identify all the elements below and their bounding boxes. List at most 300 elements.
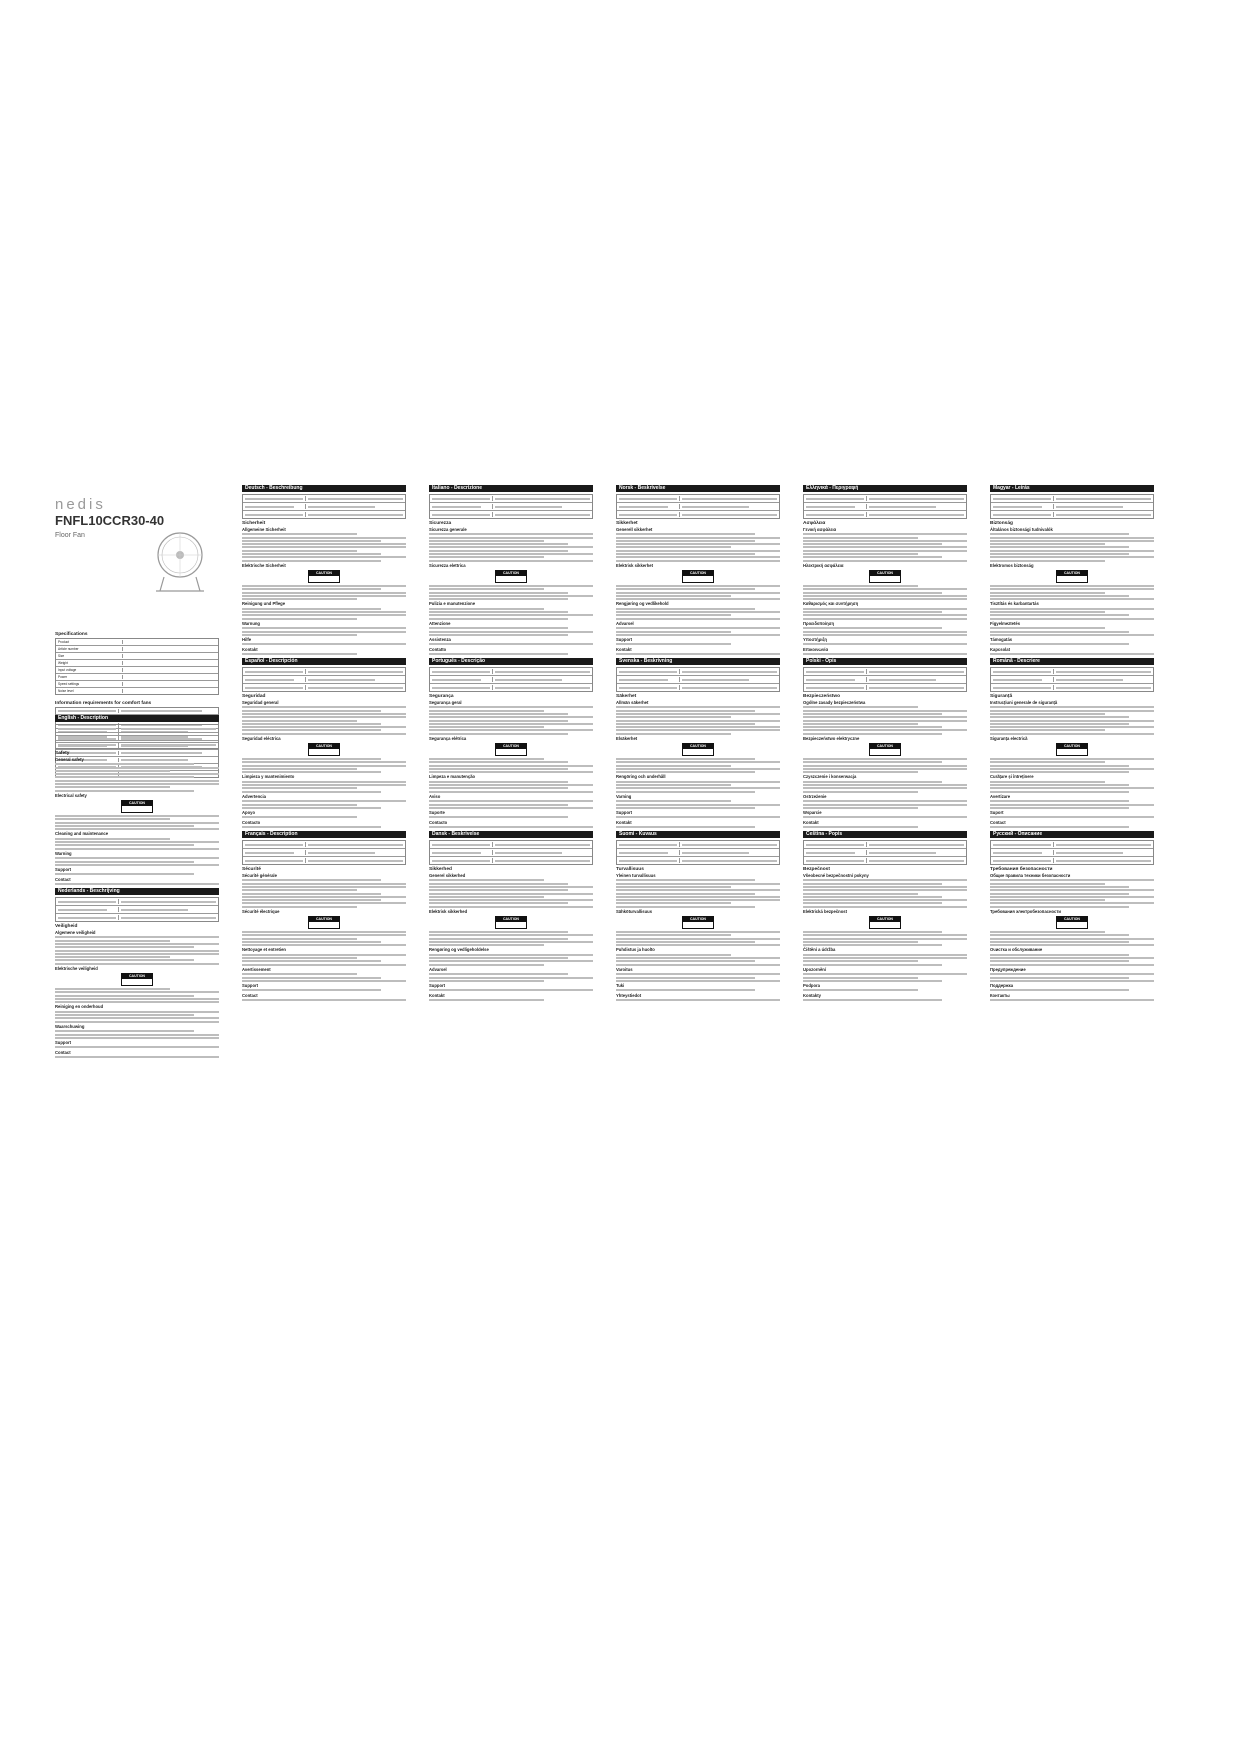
text-line: [242, 540, 381, 542]
text-line: [429, 771, 593, 773]
text-line: [616, 899, 780, 901]
text-line: [55, 956, 170, 958]
subsection-title: Safety: [55, 751, 70, 756]
subsection-title: Bezpieczeństwo: [803, 694, 841, 700]
table-row: [991, 668, 1153, 676]
text-line: [803, 906, 967, 908]
specifications-title: Specifications: [55, 632, 88, 637]
subsection-title: Reinigung und Pflege: [242, 601, 286, 607]
table-value: [1054, 850, 1153, 855]
caution-label: [495, 743, 527, 756]
text-line: [429, 729, 593, 731]
subsection-title: Varoitus: [616, 966, 633, 972]
table-row: [430, 857, 592, 864]
text-line: [429, 906, 593, 908]
text-line: [806, 860, 864, 862]
text-line: [429, 787, 568, 789]
text-line: [803, 643, 967, 645]
text-line: [55, 763, 194, 765]
text-line: [993, 860, 1051, 862]
text-line: [616, 588, 755, 590]
text-line: [803, 533, 967, 535]
caution-label: [1056, 570, 1088, 583]
text-line: [242, 608, 381, 610]
text-line: [429, 931, 568, 933]
subsection-title: Yhteystiedot: [616, 992, 642, 998]
text-line: [245, 687, 303, 689]
text-line: [616, 716, 731, 718]
text-line: [990, 729, 1105, 731]
subsection-title: Sähköturvallisuus: [616, 909, 653, 914]
text-line: [429, 726, 544, 728]
text-line: [429, 944, 544, 946]
subsection-title: Support: [429, 983, 446, 989]
text-line: [429, 723, 593, 725]
text-line: [619, 852, 668, 854]
table-row: [991, 503, 1153, 511]
caution-bar: CAUTION: [870, 571, 900, 576]
text-line: [242, 784, 406, 786]
text-line: [803, 618, 967, 620]
subsection-title: Sikkerhed: [429, 867, 452, 873]
text-line: [429, 598, 568, 600]
table-value: [306, 685, 405, 690]
table-value: [867, 858, 966, 863]
text-line: [803, 931, 942, 933]
subsection-title: Επικοινωνία: [803, 646, 829, 652]
caution-bar: CAUTION: [683, 917, 713, 922]
text-line: [990, 618, 1154, 620]
subsection-title: Varning: [616, 793, 632, 799]
subsection-title: Kontakt: [616, 819, 632, 825]
text-line: [55, 767, 219, 769]
subsection-title: Elektrická bezpečnost: [803, 909, 847, 914]
section-header: Română - Descriere: [990, 658, 1154, 665]
caution-label: [121, 973, 153, 986]
text-line: [803, 886, 967, 888]
subsection-title: Ogólne zasady bezpieczeństwa: [803, 700, 866, 706]
text-line: [803, 546, 967, 548]
text-line: [990, 533, 1129, 535]
text-line: [242, 899, 381, 901]
text-line: [990, 960, 1129, 962]
text-line: [990, 716, 1129, 718]
text-line: [619, 498, 677, 500]
table-row: [617, 841, 779, 849]
text-line: [242, 537, 406, 539]
text-line: [55, 841, 219, 843]
subsection-title: Avertizare: [990, 793, 1011, 799]
table-value: [119, 726, 218, 731]
text-line: [245, 844, 303, 846]
text-line: [990, 816, 1154, 818]
text-line: [1056, 506, 1122, 508]
language-section: [803, 485, 967, 655]
table-key: [617, 850, 680, 855]
text-line: [245, 852, 294, 854]
text-line: [1056, 860, 1151, 862]
table-value: [1054, 512, 1153, 517]
subsection-title: Support: [55, 867, 72, 873]
text-line: [990, 710, 1154, 712]
text-line: [242, 726, 406, 728]
text-line: [242, 800, 406, 802]
subsection-title: Generel sikkerhed: [429, 873, 466, 879]
subsection-title: Sicurezza: [429, 521, 452, 526]
table-key: [804, 842, 867, 847]
text-line: [803, 537, 918, 539]
table-key: [804, 850, 867, 855]
text-line: [55, 844, 194, 846]
text-line: [803, 938, 967, 940]
text-line: [616, 627, 780, 629]
text-line: [803, 883, 942, 885]
text-line: [432, 687, 490, 689]
text-line: [990, 771, 1129, 773]
caution-bar: CAUTION: [496, 917, 526, 922]
table-row: [617, 511, 779, 518]
text-line: [242, 761, 406, 763]
table-value: [867, 842, 966, 847]
table-key: [804, 504, 867, 509]
text-line: [308, 514, 403, 516]
table-key: [804, 496, 867, 501]
text-line: [55, 988, 170, 990]
text-line: [429, 899, 593, 901]
product-name: Floor Fan: [55, 532, 85, 539]
text-line: [616, 807, 755, 809]
text-line: [55, 936, 219, 938]
text-line: [55, 1014, 194, 1016]
table-row: [804, 841, 966, 849]
text-line: [990, 980, 1154, 982]
text-line: [803, 879, 967, 881]
text-line: [682, 860, 777, 862]
language-section: [616, 658, 780, 828]
text-line: [803, 540, 967, 542]
text-line: [55, 857, 219, 859]
table-value: [1054, 858, 1153, 863]
caution-label: [682, 570, 714, 583]
model-number: FNFL10CCR30-40: [55, 513, 165, 528]
text-line: [58, 909, 107, 911]
text-line: [616, 771, 755, 773]
text-line: [242, 618, 357, 620]
table-key: [991, 512, 1054, 517]
subsection-title: Attenzione: [429, 620, 451, 626]
text-line: [242, 944, 406, 946]
text-line: [803, 957, 967, 959]
description-table: [616, 840, 780, 865]
table-value: [119, 742, 218, 747]
description-table: [242, 840, 406, 865]
subsection-title: Upozornění: [803, 966, 827, 972]
table-key: [56, 726, 119, 731]
subsection-title: Apoyo: [242, 810, 256, 816]
table-value: [493, 504, 592, 509]
text-line: [803, 804, 967, 806]
text-line: [803, 595, 967, 597]
table-value: [867, 504, 966, 509]
table-key: [617, 677, 680, 682]
caution-label: [308, 570, 340, 583]
description-table: [616, 494, 780, 519]
text-line: [993, 687, 1051, 689]
text-line: [242, 710, 381, 712]
text-line: [1056, 852, 1122, 854]
text-line: [432, 514, 490, 516]
text-line: [495, 498, 590, 500]
text-line: [990, 781, 1105, 783]
text-line: [242, 964, 406, 966]
text-line: [803, 934, 967, 936]
table-key: [617, 496, 680, 501]
text-line: [242, 585, 406, 587]
table-key: [617, 858, 680, 863]
text-line: [803, 960, 918, 962]
table-row: [430, 676, 592, 684]
text-line: [619, 844, 677, 846]
table-value: [680, 842, 779, 847]
text-line: [429, 560, 593, 562]
text-line: [616, 980, 780, 982]
text-line: [616, 592, 780, 594]
table-value: [680, 512, 779, 517]
subsection-title: Elektrisk sikkerhet: [616, 562, 654, 568]
text-line: [429, 889, 568, 891]
subsection-title: Общие правила техники безопасности: [990, 873, 1071, 879]
text-line: [990, 608, 1154, 610]
language-section: [803, 831, 967, 1001]
table-value: [867, 685, 966, 690]
text-line: [616, 618, 780, 620]
text-line: [803, 954, 967, 956]
caution-label: [495, 916, 527, 929]
language-section: [242, 658, 406, 828]
text-line: [990, 989, 1129, 991]
text-line: [990, 906, 1129, 908]
caution-bar: CAUTION: [122, 974, 152, 979]
text-line: [616, 706, 780, 708]
description-table: [616, 667, 780, 692]
table-row: [430, 841, 592, 849]
text-line: [990, 977, 1129, 979]
subsection-title: Bezpieczeństwo elektryczne: [803, 735, 860, 741]
text-line: [803, 964, 942, 966]
subsection-title: Support: [616, 637, 633, 643]
text-line: [682, 514, 777, 516]
table-value: [680, 685, 779, 690]
text-line: [990, 543, 1105, 545]
text-line: [616, 614, 731, 616]
language-section: [242, 831, 406, 1001]
text-line: [803, 816, 967, 818]
text-line: [55, 783, 219, 785]
text-line: [429, 893, 593, 895]
text-line: [803, 716, 967, 718]
table-row: [430, 503, 592, 511]
subsection-title: Ηλεκτρική ασφάλεια: [803, 562, 844, 568]
text-line: [242, 758, 381, 760]
text-line: [616, 896, 780, 898]
text-line: [121, 744, 216, 746]
text-line: [55, 953, 219, 955]
subsection-title: Cleaning and maintenance: [55, 831, 109, 837]
table-key: [243, 685, 306, 690]
table-value: [867, 669, 966, 674]
text-line: [55, 1001, 219, 1003]
subsection-title: Sécurité: [242, 867, 261, 873]
text-line: [429, 934, 593, 936]
text-line: [432, 844, 490, 846]
text-line: [429, 618, 568, 620]
table-value: [867, 496, 966, 501]
text-line: [619, 679, 668, 681]
text-line: [990, 896, 1154, 898]
text-line: [990, 902, 1154, 904]
table-key: [991, 496, 1054, 501]
text-line: [616, 906, 755, 908]
table-key: [243, 512, 306, 517]
caution-bar: CAUTION: [1057, 744, 1087, 749]
text-line: [803, 902, 942, 904]
subsection-title: Limpeza e manutenção: [429, 774, 476, 780]
text-line: [245, 860, 303, 862]
table-value: [306, 858, 405, 863]
text-line: [990, 883, 1105, 885]
text-line: [616, 550, 780, 552]
table-value: [493, 842, 592, 847]
table-value: [867, 512, 966, 517]
text-line: [55, 946, 194, 948]
text-line: [55, 1030, 194, 1032]
text-line: [242, 598, 357, 600]
text-line: [616, 585, 780, 587]
text-line: [58, 728, 116, 730]
caution-bar: CAUTION: [309, 571, 339, 576]
subsection-title: Contatto: [429, 646, 447, 652]
text-line: [803, 729, 967, 731]
text-line: [616, 608, 755, 610]
subsection-title: Ostrzeżenie: [803, 793, 827, 799]
text-line: [55, 940, 170, 942]
table-key: [991, 850, 1054, 855]
text-line: [990, 886, 1129, 888]
section-header: Deutsch - Beschreibung: [242, 485, 406, 492]
text-line: [616, 540, 755, 542]
text-line: [616, 938, 780, 940]
text-line: [429, 800, 593, 802]
text-line: [616, 758, 755, 760]
text-line: [429, 553, 593, 555]
text-line: [616, 879, 755, 881]
text-line: [990, 592, 1105, 594]
text-line: [990, 556, 1154, 558]
table-row: [991, 841, 1153, 849]
text-line: [55, 770, 170, 772]
text-line: [1056, 671, 1151, 673]
text-line: [990, 800, 1129, 802]
table-value: [680, 504, 779, 509]
subsection-title: Support: [616, 810, 633, 816]
table-key: [991, 685, 1054, 690]
table-row: [991, 676, 1153, 684]
language-section: [429, 831, 593, 1001]
subsection-title: Všeobecné bezpečnostní pokyny: [803, 873, 869, 879]
text-line: [242, 653, 357, 655]
text-line: [990, 643, 1129, 645]
text-line: [803, 791, 918, 793]
text-line: [616, 781, 780, 783]
text-line: [616, 643, 731, 645]
table-value: [680, 496, 779, 501]
text-line: [990, 934, 1129, 936]
text-line: [242, 592, 406, 594]
table-row: [56, 725, 218, 733]
table-row: [243, 849, 405, 857]
text-line: [429, 653, 568, 655]
text-line: [616, 977, 755, 979]
text-line: [242, 893, 381, 895]
caution-label: [682, 743, 714, 756]
text-line: [803, 598, 967, 600]
text-line: [803, 826, 918, 828]
text-line: [495, 506, 561, 508]
text-line: [55, 1034, 219, 1036]
text-line: [432, 860, 490, 862]
table-row: [430, 495, 592, 503]
caution-label: [682, 916, 714, 929]
text-line: [55, 822, 219, 824]
text-line: [242, 957, 357, 959]
text-line: [55, 1056, 219, 1058]
subsection-title: Generell sikkerhet: [616, 527, 653, 532]
language-section: [242, 485, 406, 655]
text-line: [429, 611, 568, 613]
table-value: [306, 496, 405, 501]
text-line: [990, 879, 1154, 881]
subsection-title: Sicherheit: [242, 521, 266, 526]
table-row: [804, 849, 966, 857]
text-line: [429, 980, 544, 982]
text-line: [803, 720, 967, 722]
table-value: [680, 850, 779, 855]
text-line: [803, 896, 942, 898]
text-line: [990, 653, 1154, 655]
text-line: [990, 627, 1105, 629]
text-line: [616, 729, 780, 731]
text-line: [616, 560, 780, 562]
text-line: [803, 560, 967, 562]
subsection-title: Kontakt: [242, 646, 258, 652]
text-line: [616, 556, 780, 558]
text-line: [242, 941, 381, 943]
text-line: [242, 723, 381, 725]
text-line: [1056, 514, 1151, 516]
description-table: [803, 667, 967, 692]
text-line: [803, 768, 967, 770]
text-line: [616, 816, 780, 818]
subsection-title: Контакты: [990, 992, 1010, 998]
subsection-title: Podpora: [803, 983, 820, 989]
text-line: [429, 886, 593, 888]
text-line: [242, 611, 406, 613]
text-line: [242, 533, 357, 535]
text-line: [308, 679, 374, 681]
subsection-title: Allmän säkerhet: [616, 700, 649, 706]
text-line: [429, 631, 593, 633]
text-line: [429, 791, 593, 793]
